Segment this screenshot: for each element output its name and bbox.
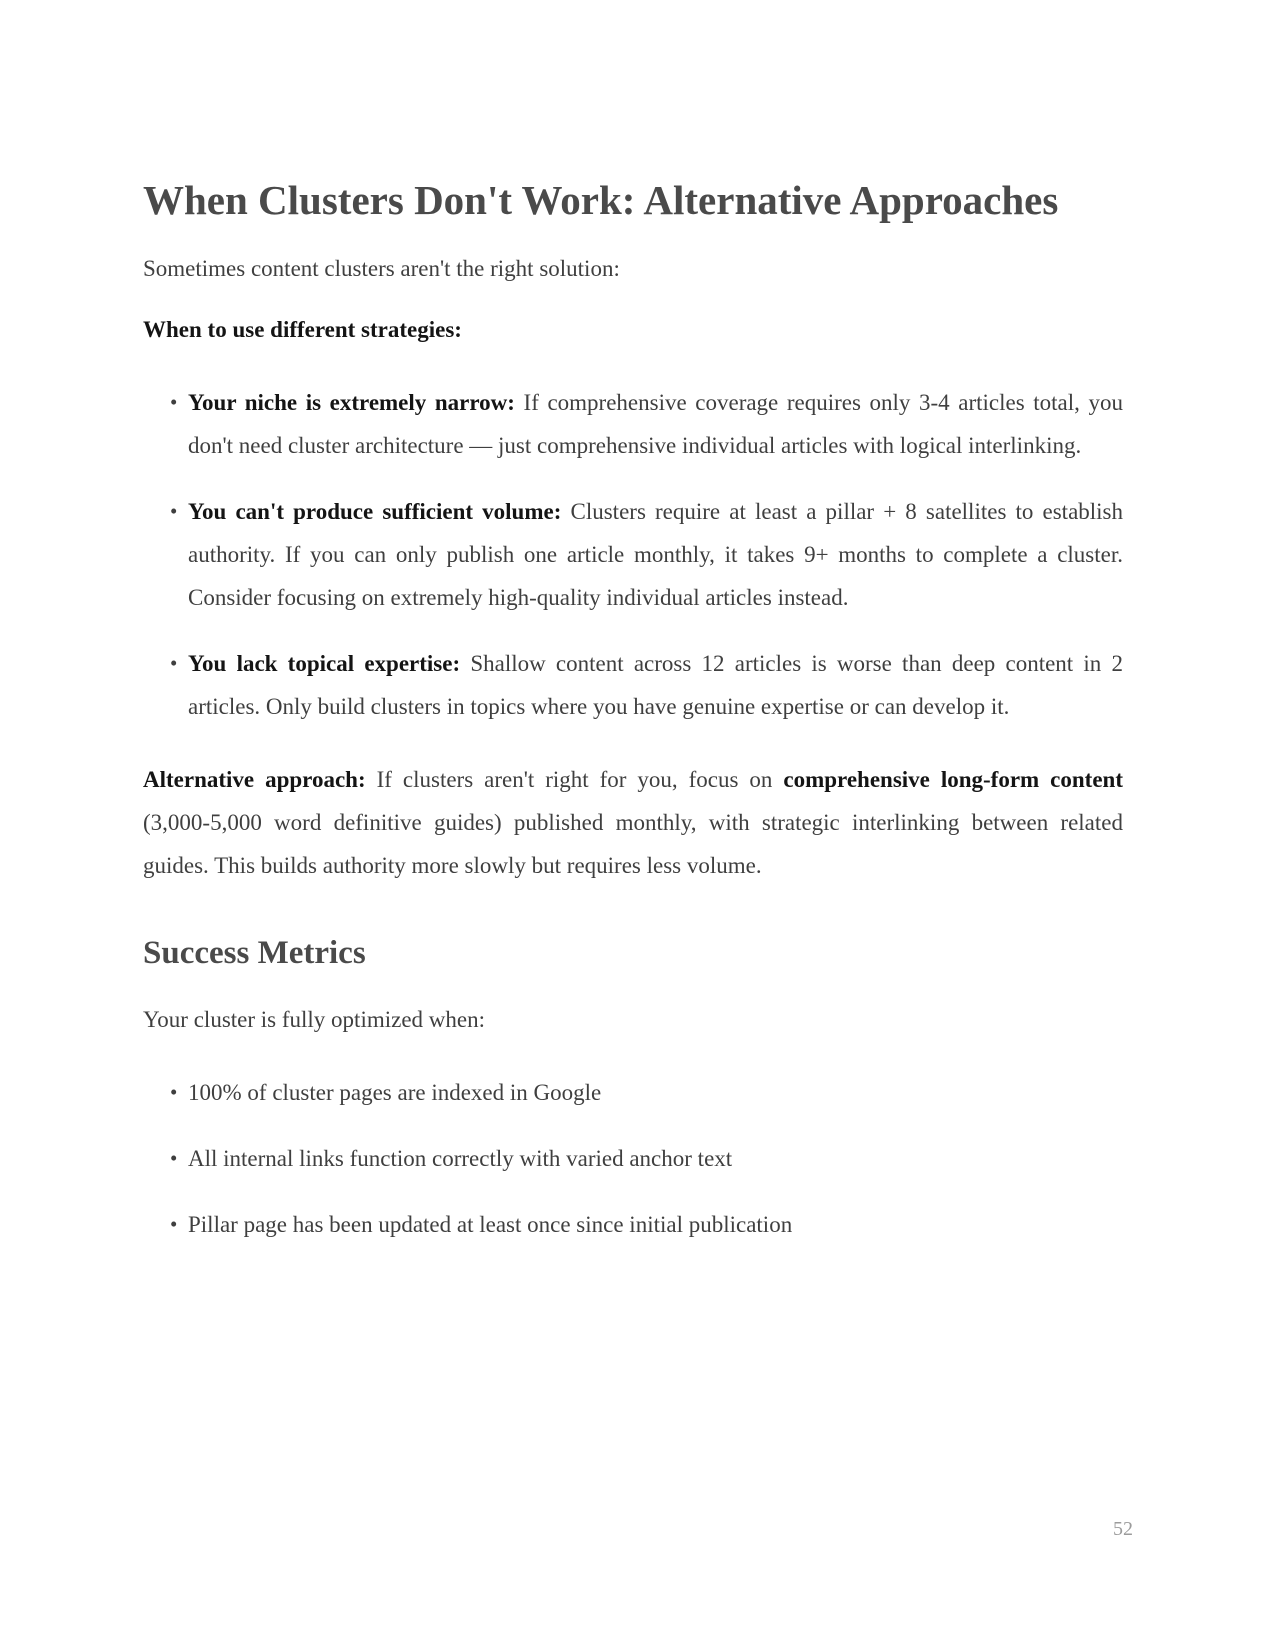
list-item-lead: You lack topical expertise: <box>188 651 461 677</box>
page-number: 52 <box>1113 1518 1133 1540</box>
list-item-body: Clusters require at least a pillar + 8 satellites to establish authority. If you can only publish one article monthly, it takes 9+ months to complete a cluster. Consider focusing on extremely high-quality individual articles instead. <box>188 499 1124 611</box>
list-item <box>170 381 1123 467</box>
alternative-text-mid: If clusters aren't right for you, focus on <box>376 767 773 793</box>
intro-paragraph: Sometimes content clusters aren't the right solution: <box>143 256 620 282</box>
document-title: When Clusters Don't Work: Alternative Approaches <box>143 177 1059 223</box>
bullet-icon: • <box>170 1146 178 1171</box>
bullet-icon: • <box>170 499 178 524</box>
alternative-lead: Alternative approach: <box>143 767 366 793</box>
strategy-list <box>143 381 1123 728</box>
bullet-icon: • <box>170 651 178 676</box>
list-item <box>170 1137 1123 1180</box>
list-item-body: Shallow content across 12 articles is worse than deep content in 2 articles. Only build clusters in topics where you have genuine expertise or can develop it. <box>188 651 1124 720</box>
list-item <box>170 642 1124 728</box>
alternative-paragraph <box>143 758 1123 887</box>
bullet-icon: • <box>170 390 178 415</box>
list-item <box>170 490 1124 619</box>
list-item-lead: You can't produce sufficient volume: <box>188 499 562 525</box>
metrics-intro: Your cluster is fully optimized when: <box>143 1007 485 1033</box>
list-item-lead: Your niche is extremely narrow: <box>188 390 515 416</box>
list-item-body: 100% of cluster pages are indexed in Google <box>188 1080 602 1106</box>
list-item <box>170 1203 1123 1246</box>
section-heading-success-metrics: Success Metrics <box>143 935 366 972</box>
alternative-bold-mid: comprehensive long-form content <box>783 767 1123 793</box>
list-item-body: All internal links function correctly with varied anchor text <box>188 1146 733 1172</box>
strategies-label: When to use different strategies: <box>143 317 462 343</box>
bullet-icon: • <box>170 1212 178 1237</box>
list-item-body: If comprehensive coverage requires only 3-4 articles total, you don't need cluster architecture — just comprehensive individual articles with logical interlinking. <box>188 390 1123 459</box>
list-item-body: Pillar page has been updated at least once since initial publication <box>188 1212 793 1238</box>
bullet-icon: • <box>170 1080 178 1105</box>
metrics-list <box>143 1071 1123 1246</box>
alternative-text-end: (3,000-5,000 word definitive guides) published monthly, with strategic interlinking between related guides. This builds authority more slowly but requires less volume. <box>143 810 1123 879</box>
list-item <box>170 1071 1123 1114</box>
